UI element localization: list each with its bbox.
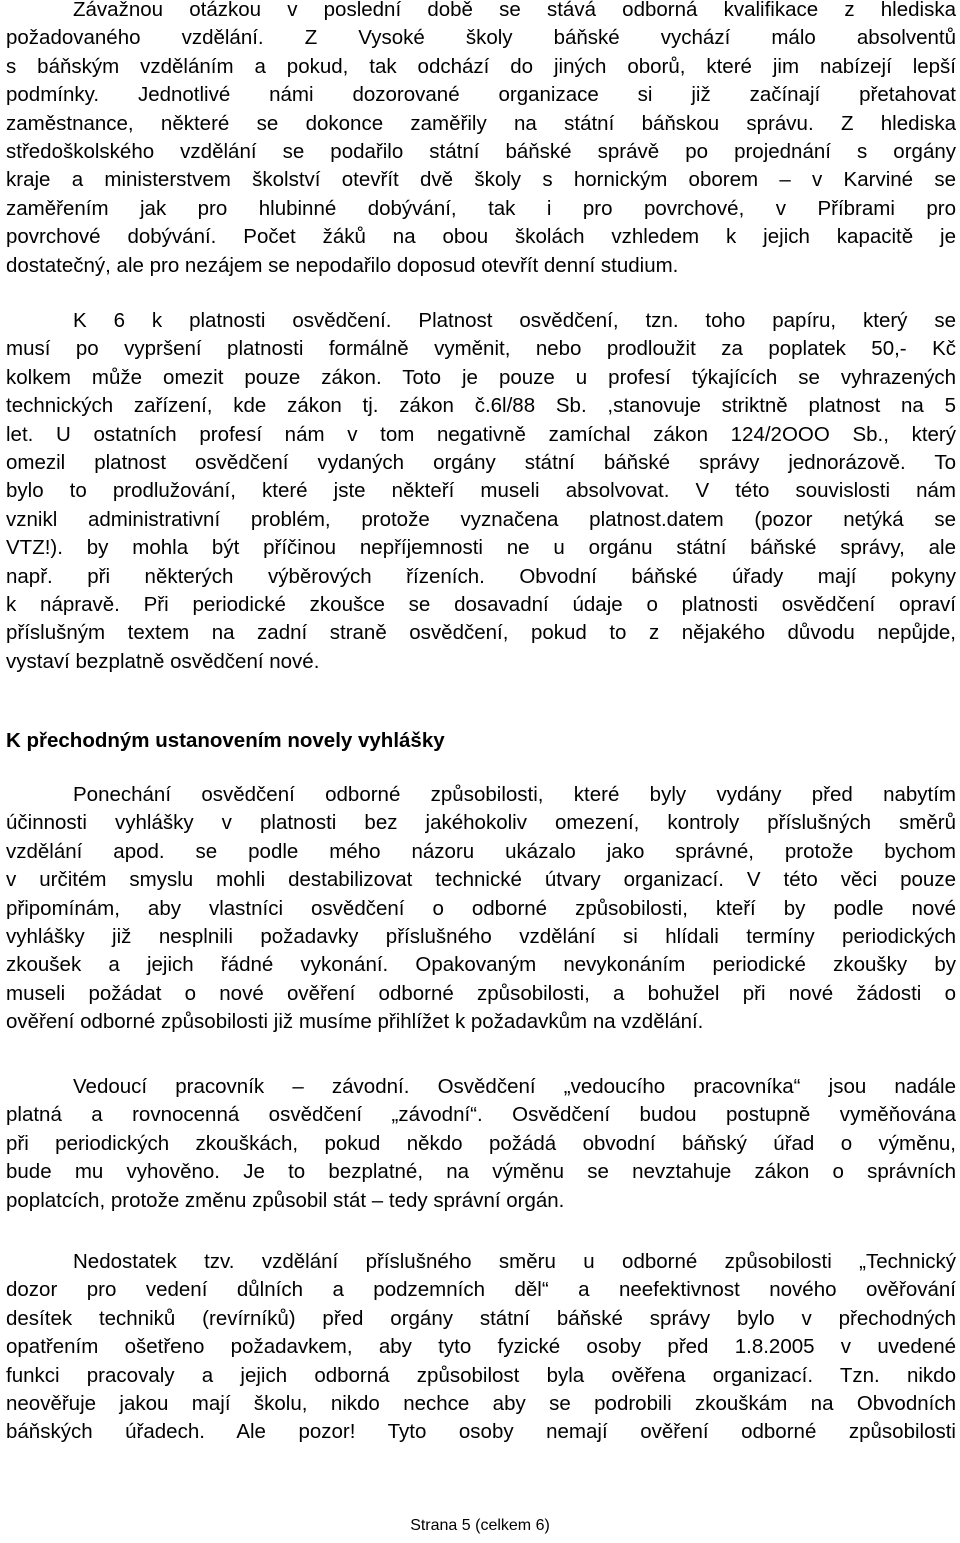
text-line: VTZ!). by mohla být příčinou nepříjemnosti ne u orgánu státní báňské správy, ale <box>6 536 956 560</box>
text-line: poplatcích, protože změnu způsobil stát – tedy správní orgán. <box>6 1188 565 1212</box>
text-line: let. U ostatních profesí nám v tom negativně zamíchal zákon 124/2OOO Sb., který <box>6 422 956 446</box>
section-heading: K přechodným ustanovením novely vyhlášky <box>6 729 445 752</box>
text-line: museli požádat o nové ověření odborné způsobilosti, a bohužel při nové žádosti o <box>6 981 956 1005</box>
text-line: požadovaného vzdělání. Z Vysoké školy báňské vychází málo absolventů <box>6 26 956 50</box>
text-line: v určitém smyslu mohli destabilizovat technické útvary organizací. V této věci pouze <box>6 868 956 892</box>
text-line: bylo to prodlužování, které jste někteří museli absolvovat. V této souvislosti nám <box>6 479 956 503</box>
text-line: dozor pro vedení důlních a podzemních děl“ a neefektivnost nového ověřování <box>6 1278 956 1302</box>
text-line: Závažnou otázkou v poslední době se stává odborná kvalifikace z hlediska <box>73 0 956 21</box>
text-line: podmínky. Jednotlivé námi dozorované organizace si již začínají přetahovat <box>6 83 956 107</box>
text-line: platná a rovnocenná osvědčení „závodní“. Osvědčení budou postupně vyměňována <box>6 1103 956 1127</box>
text-line: středoškolského vzdělání se podařilo státní báňské správě po projednání s orgány <box>6 140 956 164</box>
text-line: kraje a ministerstvem školství otevřít dvě školy s hornickým oborem – v Karviné se <box>6 168 956 192</box>
text-line: vznikl administrativní problém, protože vyznačena platnost.datem (pozor netýká se <box>6 507 956 531</box>
text-line: opatřením ošetřeno požadavkem, aby tyto fyzické osoby před 1.8.2005 v uvedené <box>6 1335 956 1359</box>
text-line: k nápravě. Při periodické zkoušce se dosavadní údaje o platnosti osvědčení opraví <box>6 593 956 617</box>
text-line: dostatečný, ale pro nezájem se nepodařilo doposud otevřít denní studium. <box>6 253 679 277</box>
text-line: Vedoucí pracovník – závodní. Osvědčení „vedoucího pracovníka“ jsou nadále <box>73 1075 956 1098</box>
text-line: funkci pracovaly a jejich odborná způsobilost byla ověřena organizací. Tzn. nikdo <box>6 1363 956 1387</box>
text-line: desítek techniků (revírníků) před orgány státní báňské správy bylo v přechodných <box>6 1306 956 1330</box>
text-line: při periodických zkouškách, pokud někdo požádá obvodní báňský úřad o výměnu, <box>6 1131 956 1155</box>
text-line: příslušným textem na zadní straně osvědčení, pokud to z nějakého důvodu nepůjde, <box>6 621 956 645</box>
text-line: vzdělání apod. se podle mého názoru ukázalo jako správné, protože bychom <box>6 839 956 863</box>
text-line: vystaví bezplatně osvědčení nové. <box>6 649 320 673</box>
paragraph-qualification <box>6 0 956 280</box>
text-line: ověření odborné způsobilosti již musíme přihlížet k požadavkům na vzdělání. <box>6 1010 704 1034</box>
text-line: neověřuje jakou mají školu, nikdo nechce aby se podrobili zkouškám na Obvodních <box>6 1392 956 1416</box>
paragraph-education-shortage <box>6 1248 956 1447</box>
paragraph-transitional <box>6 781 956 1037</box>
text-line: připomínám, aby vlastníci osvědčení o odborné způsobilosti, kteří by podle nové <box>6 896 956 920</box>
paragraph-manager <box>6 1073 956 1215</box>
text-line: musí po vypršení platnosti formálně vyměnit, nebo prodloužit za poplatek 50,- Kč <box>6 337 956 361</box>
text-line: báňských úřadech. Ale pozor! Tyto osoby nemají ověření odborné způsobilosti <box>6 1420 956 1444</box>
text-line: Ponechání osvědčení odborné způsobilosti, které byly vydány před nabytím <box>73 783 956 806</box>
text-line: omezil platnost osvědčení vydaných orgány státní báňské správy jednorázově. To <box>6 451 956 475</box>
text-line: povrchové dobývání. Počet žáků na obou školách vzhledem k jejich kapacitě je <box>6 225 956 249</box>
text-line: kolkem může omezit pouze zákon. Toto je pouze u profesí týkajících se vyhrazených <box>6 365 956 389</box>
page-footer: Strana 5 (celkem 6) <box>410 1517 550 1534</box>
text-line: zaměřením jak pro hlubinné dobývání, tak i pro povrchové, v Příbrami pro <box>6 196 956 220</box>
text-line: např. při některých výběrových řízeních. Obvodní báňské úřady mají pokyny <box>6 564 956 588</box>
text-line: vyhlášky již nesplnili požadavky příslušného vzdělání si hlídali termíny periodických <box>6 925 956 949</box>
text-line: zaměstnance, některé se dokonce zaměřily na státní báňskou správu. Z hlediska <box>6 111 956 135</box>
text-line: technických zařízení, kde zákon tj. zákon č.6l/88 Sb. ,stanovuje striktně platnost na 5 <box>6 394 956 418</box>
text-line: K 6 k platnosti osvědčení. Platnost osvědčení, tzn. toho papíru, který se <box>73 309 956 332</box>
paragraph-certificate-validity <box>6 307 956 676</box>
text-line: Nedostatek tzv. vzdělání příslušného směru u odborné způsobilosti „Technický <box>73 1250 956 1273</box>
text-line: bude mu vyhověno. Je to bezplatné, na výměnu se nevztahuje zákon o správních <box>6 1160 956 1184</box>
text-line: s báňským vzděláním a pokud, tak odchází do jiných oborů, které jim nabízejí lepší <box>6 54 956 78</box>
text-line: zkoušek a jejich řádné vykonání. Opakovaným nevykonáním periodické zkoušky by <box>6 953 956 977</box>
text-line: účinnosti vyhlášky v platnosti bez jakéhokoliv omezení, kontroly příslušných směrů <box>6 811 956 835</box>
